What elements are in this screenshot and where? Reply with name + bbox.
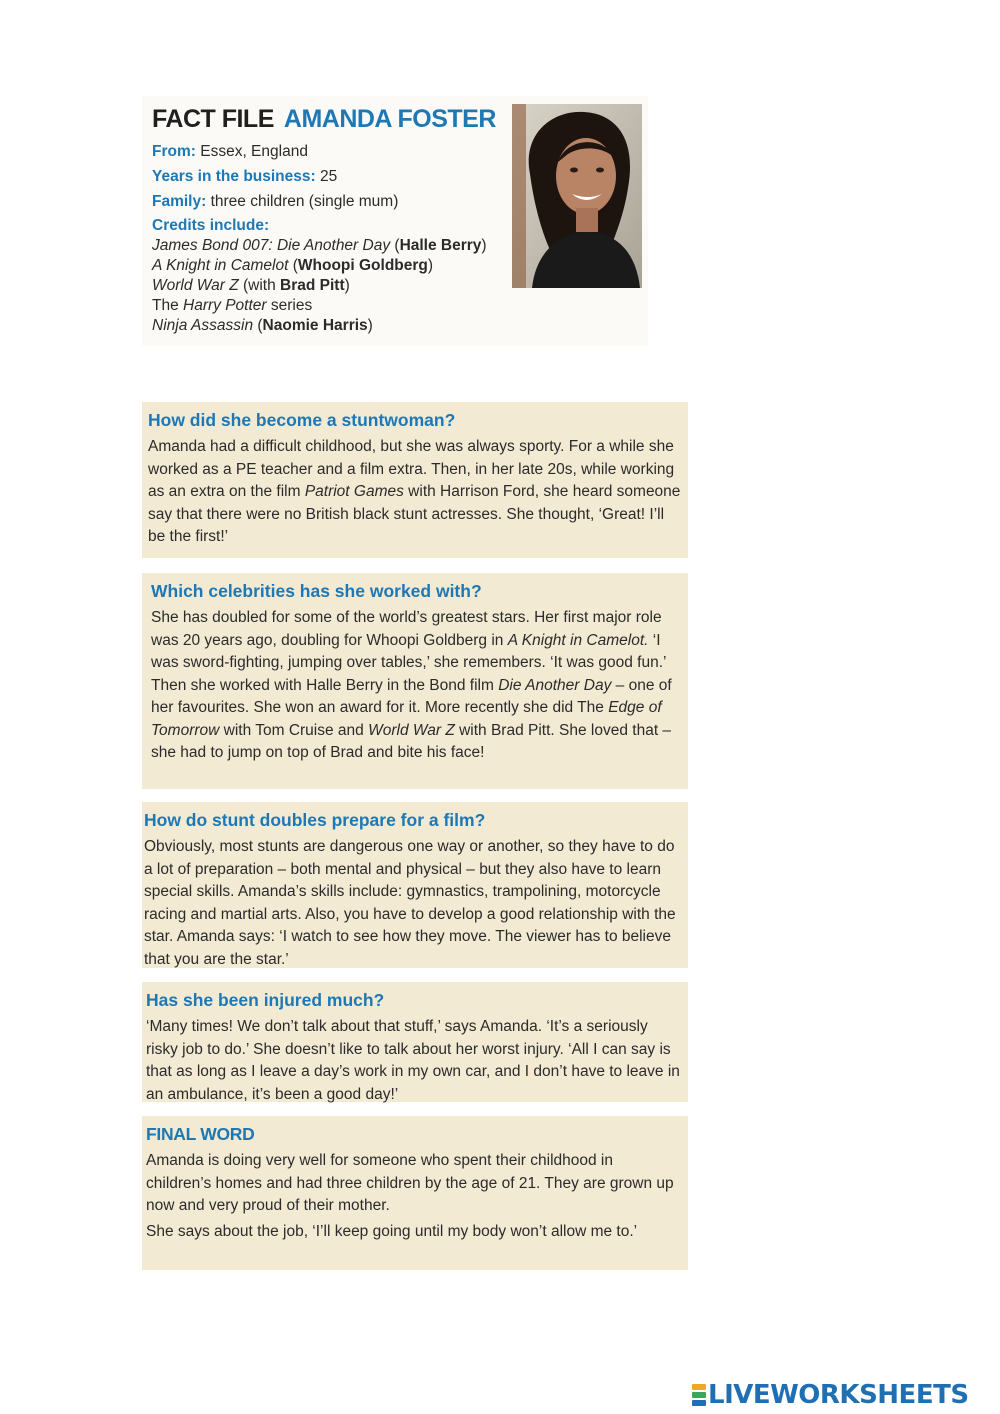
credit-star: Naomie Harris: [262, 317, 368, 334]
credit-star: Brad Pitt: [280, 277, 345, 294]
section-paragraph: Obviously, most stunts are dangerous one way or another, so they have to do a lot of preparation – both mental and physical – but they also have to learn special skills. Amanda’s skills include: gymnastics, trampolining, motorcycle racing and martial arts. Also, you have to develop a good relationship with the star. Amanda says: ‘I watch to see how they move. The viewer has to believe that you are the star.’: [144, 838, 676, 968]
portrait-illustration: [512, 104, 642, 288]
credit-suffix: ): [367, 317, 373, 334]
credit-mid: (with: [238, 277, 281, 294]
credit-star: Halle Berry: [399, 237, 482, 254]
text-run: with Brad Pitt. She loved that – she had to jump on top of Brad and bite his face!: [151, 721, 672, 761]
years-row: [152, 164, 524, 189]
credit-title: Ninja Assassin: [152, 317, 254, 334]
section-heading: How did she become a stuntwoman?: [148, 410, 456, 430]
credit-item: [152, 236, 524, 256]
section-celebrities: [142, 573, 688, 789]
credit-title: Harry Potter: [183, 297, 267, 314]
film-title: Edge of Tomorrow: [151, 699, 662, 739]
liveworksheets-logo: [692, 1382, 969, 1408]
section-injured: [142, 982, 688, 1102]
from-label: From:: [152, 143, 196, 160]
section-heading: How do stunt doubles prepare for a film?: [144, 810, 486, 830]
section-paragraph: Amanda is doing very well for someone who spent their childhood in children’s homes and had three children by the age of 21. They are grown up now and very proud of their mother.: [146, 1152, 674, 1214]
years-label: Years in the business:: [152, 168, 316, 185]
section-heading: Which celebrities has she worked with?: [151, 581, 482, 601]
fact-file-title: [152, 104, 524, 134]
logo-text: LIVEWORKSHEETS: [708, 1380, 969, 1410]
credit-item: [152, 316, 524, 336]
credit-mid: (: [253, 317, 263, 334]
section-paragraph: [151, 607, 682, 765]
section-become-stuntwoman: [142, 402, 688, 558]
credit-item: [152, 296, 524, 316]
section-prepare: [142, 802, 688, 968]
film-title: A Knight in Camelot.: [507, 631, 649, 649]
section-paragraph: She says about the job, ‘I’ll keep going until my body won’t allow me to.’: [146, 1222, 638, 1240]
credit-mid: series: [266, 297, 313, 314]
section-paragraph: ‘Many times! We don’t talk about that stuff,’ says Amanda. ‘It’s a seriously risky job to do.’ She doesn’t like to talk about her worst injury. ‘All I can say is that as long as I leave a day’s work in my own car, and I don’t have to leave in an ambulance, it’s been a good day!’: [146, 1018, 680, 1103]
text-run: – one of her favourites. She won an award for it. More recently she did The: [151, 676, 672, 716]
text-run: ‘I was sword-fighting, jumping over tables,’ she remembers. ‘It was good fun.’ Then she worked with Halle Berry in the Bond film: [151, 631, 666, 694]
section-final-word: [142, 1116, 688, 1270]
fact-file-text: [152, 104, 524, 336]
text-run: with Harrison Ford, she heard someone say that there were no British black stunt actresses. She thought, ‘Great! I’ll be the first!’: [148, 483, 681, 545]
family-value: three children (single mum): [210, 193, 399, 210]
credit-item: [152, 276, 524, 296]
fact-file-box: [142, 96, 648, 346]
section-heading: FINAL WORD: [146, 1124, 255, 1144]
portrait-photo: [512, 104, 642, 288]
credit-title: James Bond 007: Die Another Day: [152, 237, 391, 254]
family-label: Family:: [152, 193, 207, 210]
text-run: She has doubled for some of the world’s greatest stars. Her first major role was 20 years ago, doubling for Whoopi Goldberg in: [151, 609, 662, 649]
text-run: with Tom Cruise and: [219, 721, 369, 739]
credit-prefix: The: [152, 297, 184, 314]
section-paragraph: [148, 436, 682, 549]
credit-mid: (: [390, 237, 400, 254]
credit-title: World War Z: [152, 277, 239, 294]
logo-icon: [692, 1384, 706, 1406]
credit-mid: (: [288, 257, 298, 274]
credit-star: Whoopi Goldberg: [297, 257, 428, 274]
fact-file-name: AMANDA FOSTER: [283, 105, 496, 133]
credit-item: [152, 256, 524, 276]
from-row: [152, 139, 524, 164]
credit-suffix: ): [481, 237, 487, 254]
film-title: Die Another Day: [498, 676, 612, 694]
credit-title: A Knight in Camelot: [152, 257, 289, 274]
from-value: Essex, England: [200, 143, 308, 160]
film-title: World War Z: [368, 721, 455, 739]
years-value: 25: [320, 168, 338, 185]
film-title: Patriot Games: [304, 483, 404, 500]
family-row: [152, 189, 524, 214]
credit-suffix: ): [427, 257, 434, 274]
credits-label: Credits include:: [152, 217, 270, 234]
text-run: Amanda had a difficult childhood, but she was always sporty. For a while she worked as a PE teacher and a film extra. Then, in her late 20s, while working as an extra on the film: [148, 438, 675, 500]
section-heading: Has she been injured much?: [146, 990, 385, 1010]
credit-suffix: ): [344, 277, 350, 294]
fact-file-heading: FACT FILE: [152, 105, 274, 133]
